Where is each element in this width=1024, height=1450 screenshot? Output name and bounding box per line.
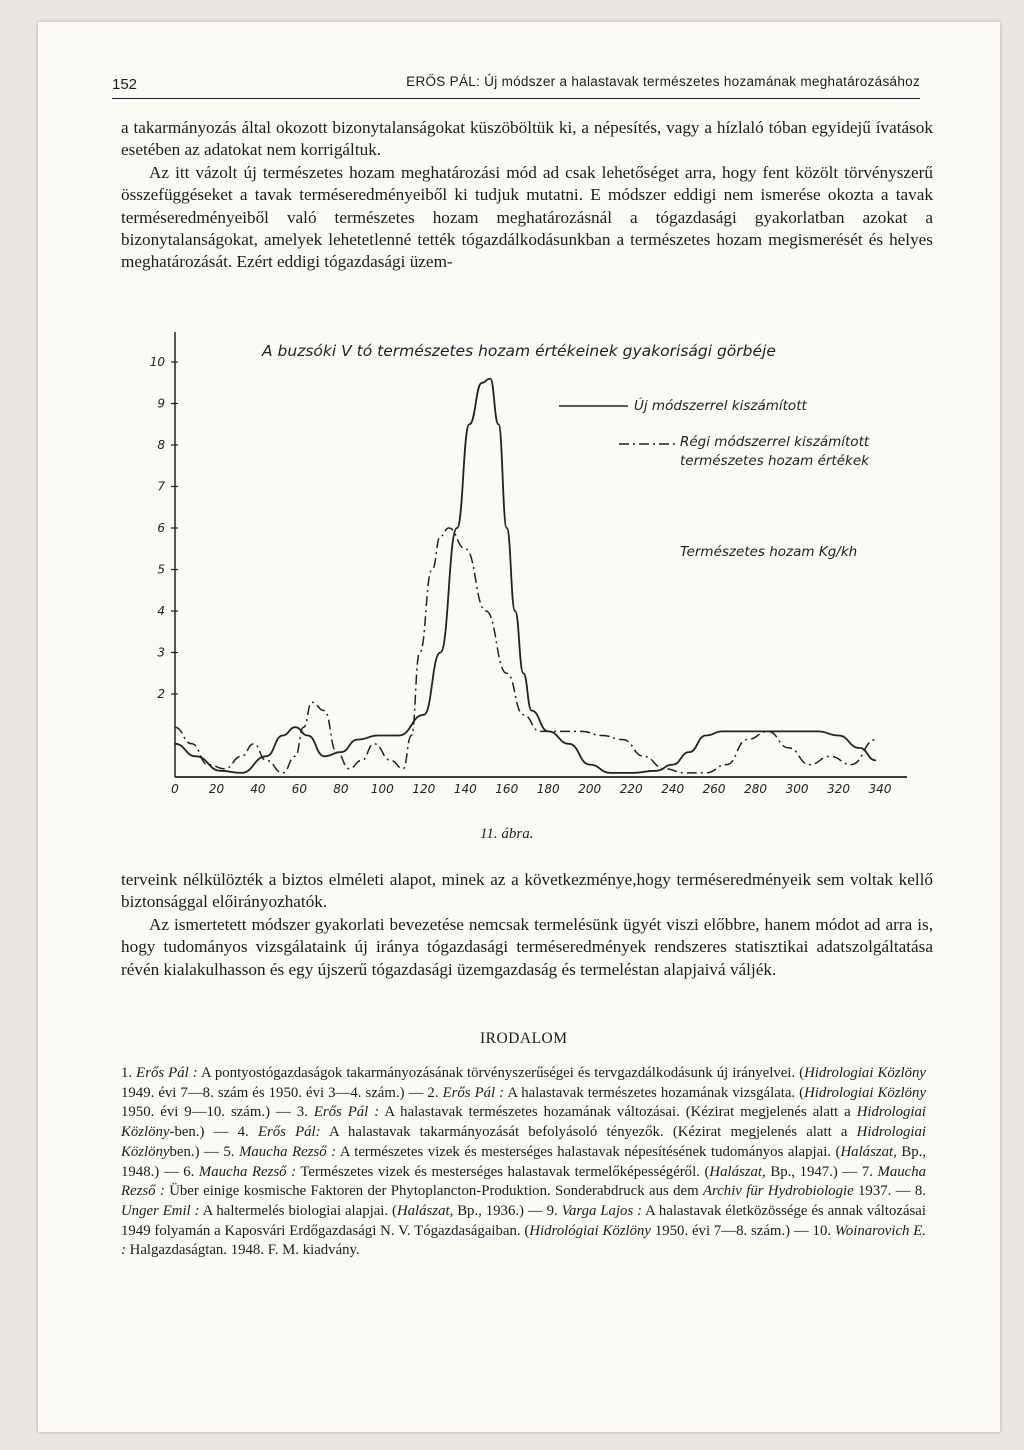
x-tick-label: 200: [578, 782, 602, 796]
reference-text: A halastavak természetes hozamának vizsgálata. (: [504, 1084, 805, 1101]
reference-author: Erős Pál :: [136, 1065, 198, 1081]
figure-caption: 11. ábra.: [480, 826, 534, 842]
reference-rest: Bp., 1936.) —: [453, 1202, 547, 1219]
paragraph: Az ismertetett módszer gyakorlati bevezetése nemcsak termelésünk ügyét viszi előbbre, hanem módot ad arra is, hogy tudományos vizsgálataink új iránya tógazdasági terméseredmények rendszeres statisztikai adatszolgáltatása révén kialakulhasson és egy újszerű tógazdasági üzemgazdaság és termeléstan alapjaivá váljék.: [121, 914, 933, 979]
y-tick-label: 10: [149, 355, 165, 369]
x-tick-label: 0: [171, 782, 179, 796]
x-tick-label: 40: [250, 782, 266, 796]
reference-rest: Bp., 1948.) —: [121, 1143, 927, 1180]
y-tick-label: 8: [157, 438, 165, 452]
reference-rest: 1950. évi 9—10. szám.) —: [121, 1104, 297, 1121]
page-number: 152: [112, 76, 138, 93]
paragraph: a takarmányozás által okozott bizonytalanságokat küszöböltük ki, a népesítés, vagy a hízlaló tóban egyidejű ívatások esetében az adatokat nem korrigáltuk.: [121, 118, 933, 160]
reference-author: Woinarovich E. :: [121, 1222, 926, 1259]
reference-author: Unger Emil :: [121, 1202, 200, 1219]
x-ticks: [171, 782, 892, 796]
y-tick-label: 9: [157, 396, 165, 411]
reference-number: 4.: [237, 1124, 258, 1141]
chart-title: A buzsóki V tó természetes hozam értékeinek gyakorisági görbéje: [262, 342, 776, 360]
paragraph: Az itt vázolt új természetes hozam meghatározási mód ad csak lehetőséget arra, hogy fent közölt törvényszerű összefüggéseket a tavak terméseredményeiből ki tudjuk mutatni. E módszer eddigi nem ismerése okozta a tavak terméseredményeiből való természetes hozam meghatározásnál a tógazdasági gyakorlatban azokat a bizonytalanságokat, amelyek lehetetlenné tették tógazdálkodásunkban a természetes hozam megismerését és helyes meghatározását. Ezért eddigi tógazdasági üzem-: [121, 162, 933, 272]
x-tick-label: 180: [536, 782, 560, 796]
x-tick-label: 80: [333, 782, 349, 796]
x-tick-label: 300: [785, 782, 809, 796]
reference-text: A halastavak természetes hozamának változásai. (Kézirat megjelenés alatt a: [379, 1104, 857, 1121]
reference-rest: -ben.) —: [169, 1124, 238, 1141]
reference-number: 3.: [296, 1104, 314, 1121]
reference-rest: 1950. évi 7—8. szám.) —: [651, 1222, 813, 1239]
reference-number: 7.: [861, 1163, 878, 1180]
reference-text: A haltermelés biologiai alapjai. (: [199, 1202, 397, 1219]
reference-number: 8.: [914, 1183, 926, 1200]
reference-text: A halastavak takarmányozását befolyásoló tényezők. (Kézirat megjelenés alatt a: [320, 1124, 857, 1141]
reference-author: Erős Pál :: [313, 1104, 380, 1121]
reference-item: [183, 1164, 862, 1180]
x-tick-label: 120: [412, 782, 436, 796]
body-text-top: [121, 117, 933, 274]
reference-journal: Halászat,: [396, 1202, 454, 1219]
y-tick-label: 3: [157, 645, 165, 660]
references-heading: IRODALOM: [480, 1030, 568, 1047]
reference-author: Varga Lajos :: [561, 1202, 643, 1219]
x-tick-label: 260: [702, 782, 726, 796]
reference-journal: Hidrologiai Közlöny: [121, 1124, 927, 1160]
reference-number: 9.: [546, 1202, 562, 1219]
reference-author: Maucha Rezső :: [121, 1163, 927, 1200]
reference-author: Erős Pál :: [442, 1084, 505, 1101]
reference-journal: Hidrológiai Közlöny: [529, 1222, 652, 1239]
reference-number: 2.: [427, 1084, 443, 1101]
reference-text: Természetes vizek és mesterséges halastavak termelőképességéről. (: [296, 1163, 710, 1180]
references-list: [121, 1064, 926, 1261]
frequency-chart: [132, 322, 912, 822]
running-title: ERŐS PÁL: Új módszer a halastavak természetes hozamának meghatározásához: [406, 74, 920, 89]
reference-journal: Hidrologiai Közlöny: [121, 1104, 927, 1141]
reference-number: 10.: [812, 1222, 835, 1239]
reference-number: 5.: [223, 1143, 240, 1160]
x-tick-label: 60: [291, 782, 308, 796]
reference-author: Erős Pál:: [257, 1124, 321, 1141]
legend-old-method-2: természetes hozam értékek: [680, 453, 869, 469]
reference-text: Über einige kosmische Faktoren der Phytoplancton-Produktion. Sonderabdruck aus dem: [164, 1183, 703, 1200]
reference-journal: Hidrologiai Közlöny: [804, 1084, 927, 1101]
reference-number: 1.: [121, 1065, 137, 1081]
reference-rest: 1937. —: [853, 1183, 915, 1200]
reference-text: A halastavak életközössége és annak változásai 1949 folyamán a Kaposvári Erdőgazdasági N. V. Tógazdaságaiban. (: [121, 1202, 926, 1239]
y-tick-label: 7: [157, 479, 165, 494]
y-ticks: [150, 355, 178, 701]
y-tick-label: 6: [157, 521, 165, 535]
x-tick-label: 140: [453, 782, 477, 796]
x-tick-label: 220: [619, 782, 643, 796]
y-tick-label: 2: [157, 687, 165, 701]
x-axis-label: Természetes hozam Kg/kh: [680, 544, 858, 560]
reference-rest: Bp., 1947.) —: [765, 1163, 862, 1180]
x-tick-label: 280: [744, 782, 768, 796]
x-tick-label: 320: [827, 782, 850, 796]
x-tick-label: 340: [868, 782, 892, 796]
reference-text: A természetes vizek és mesterséges halastavak népesítésének tudományos alapjai. (: [336, 1143, 841, 1160]
reference-text: Halgazdaságtan. 1948. F. M. kiadvány.: [125, 1242, 360, 1259]
reference-journal: Halászat,: [709, 1163, 766, 1180]
x-tick-label: 20: [208, 782, 225, 796]
reference-text: A pontyostógazdaságok takarmányozásának törvényszerűségei és tervgazdálkodásunk új irányelvei. (: [197, 1065, 805, 1081]
reference-journal: Hidrologiai Közlöny: [804, 1065, 926, 1081]
reference-rest: ben.) —: [169, 1143, 224, 1160]
x-tick-label: 160: [495, 782, 519, 796]
y-tick-label: 4: [157, 604, 165, 618]
paragraph: terveink nélkülözték a biztos elméleti alapot, minek az a következménye,hogy terméseredményeik sem voltak kellő biztonsággal előirányozhatók.: [121, 870, 933, 912]
body-text-bottom: [121, 869, 933, 981]
reference-author: Maucha Rezső :: [198, 1163, 297, 1180]
reference-number: 6.: [183, 1163, 199, 1180]
x-tick-label: 100: [370, 782, 394, 796]
legend-old-method: Régi módszerrel kiszámított: [680, 434, 870, 450]
legend-new-method: Új módszerrel kiszámított: [634, 398, 807, 414]
reference-author: Maucha Rezső :: [239, 1143, 337, 1160]
reference-journal: Halászat,: [840, 1143, 897, 1160]
x-tick-label: 240: [661, 782, 685, 796]
reference-rest: 1949. évi 7—8. szám és 1950. évi 3—4. szám.) —: [121, 1084, 428, 1101]
running-header: [112, 74, 920, 99]
y-tick-label: 5: [157, 562, 165, 577]
reference-journal: Archiv für Hydrobiologie: [702, 1183, 854, 1200]
